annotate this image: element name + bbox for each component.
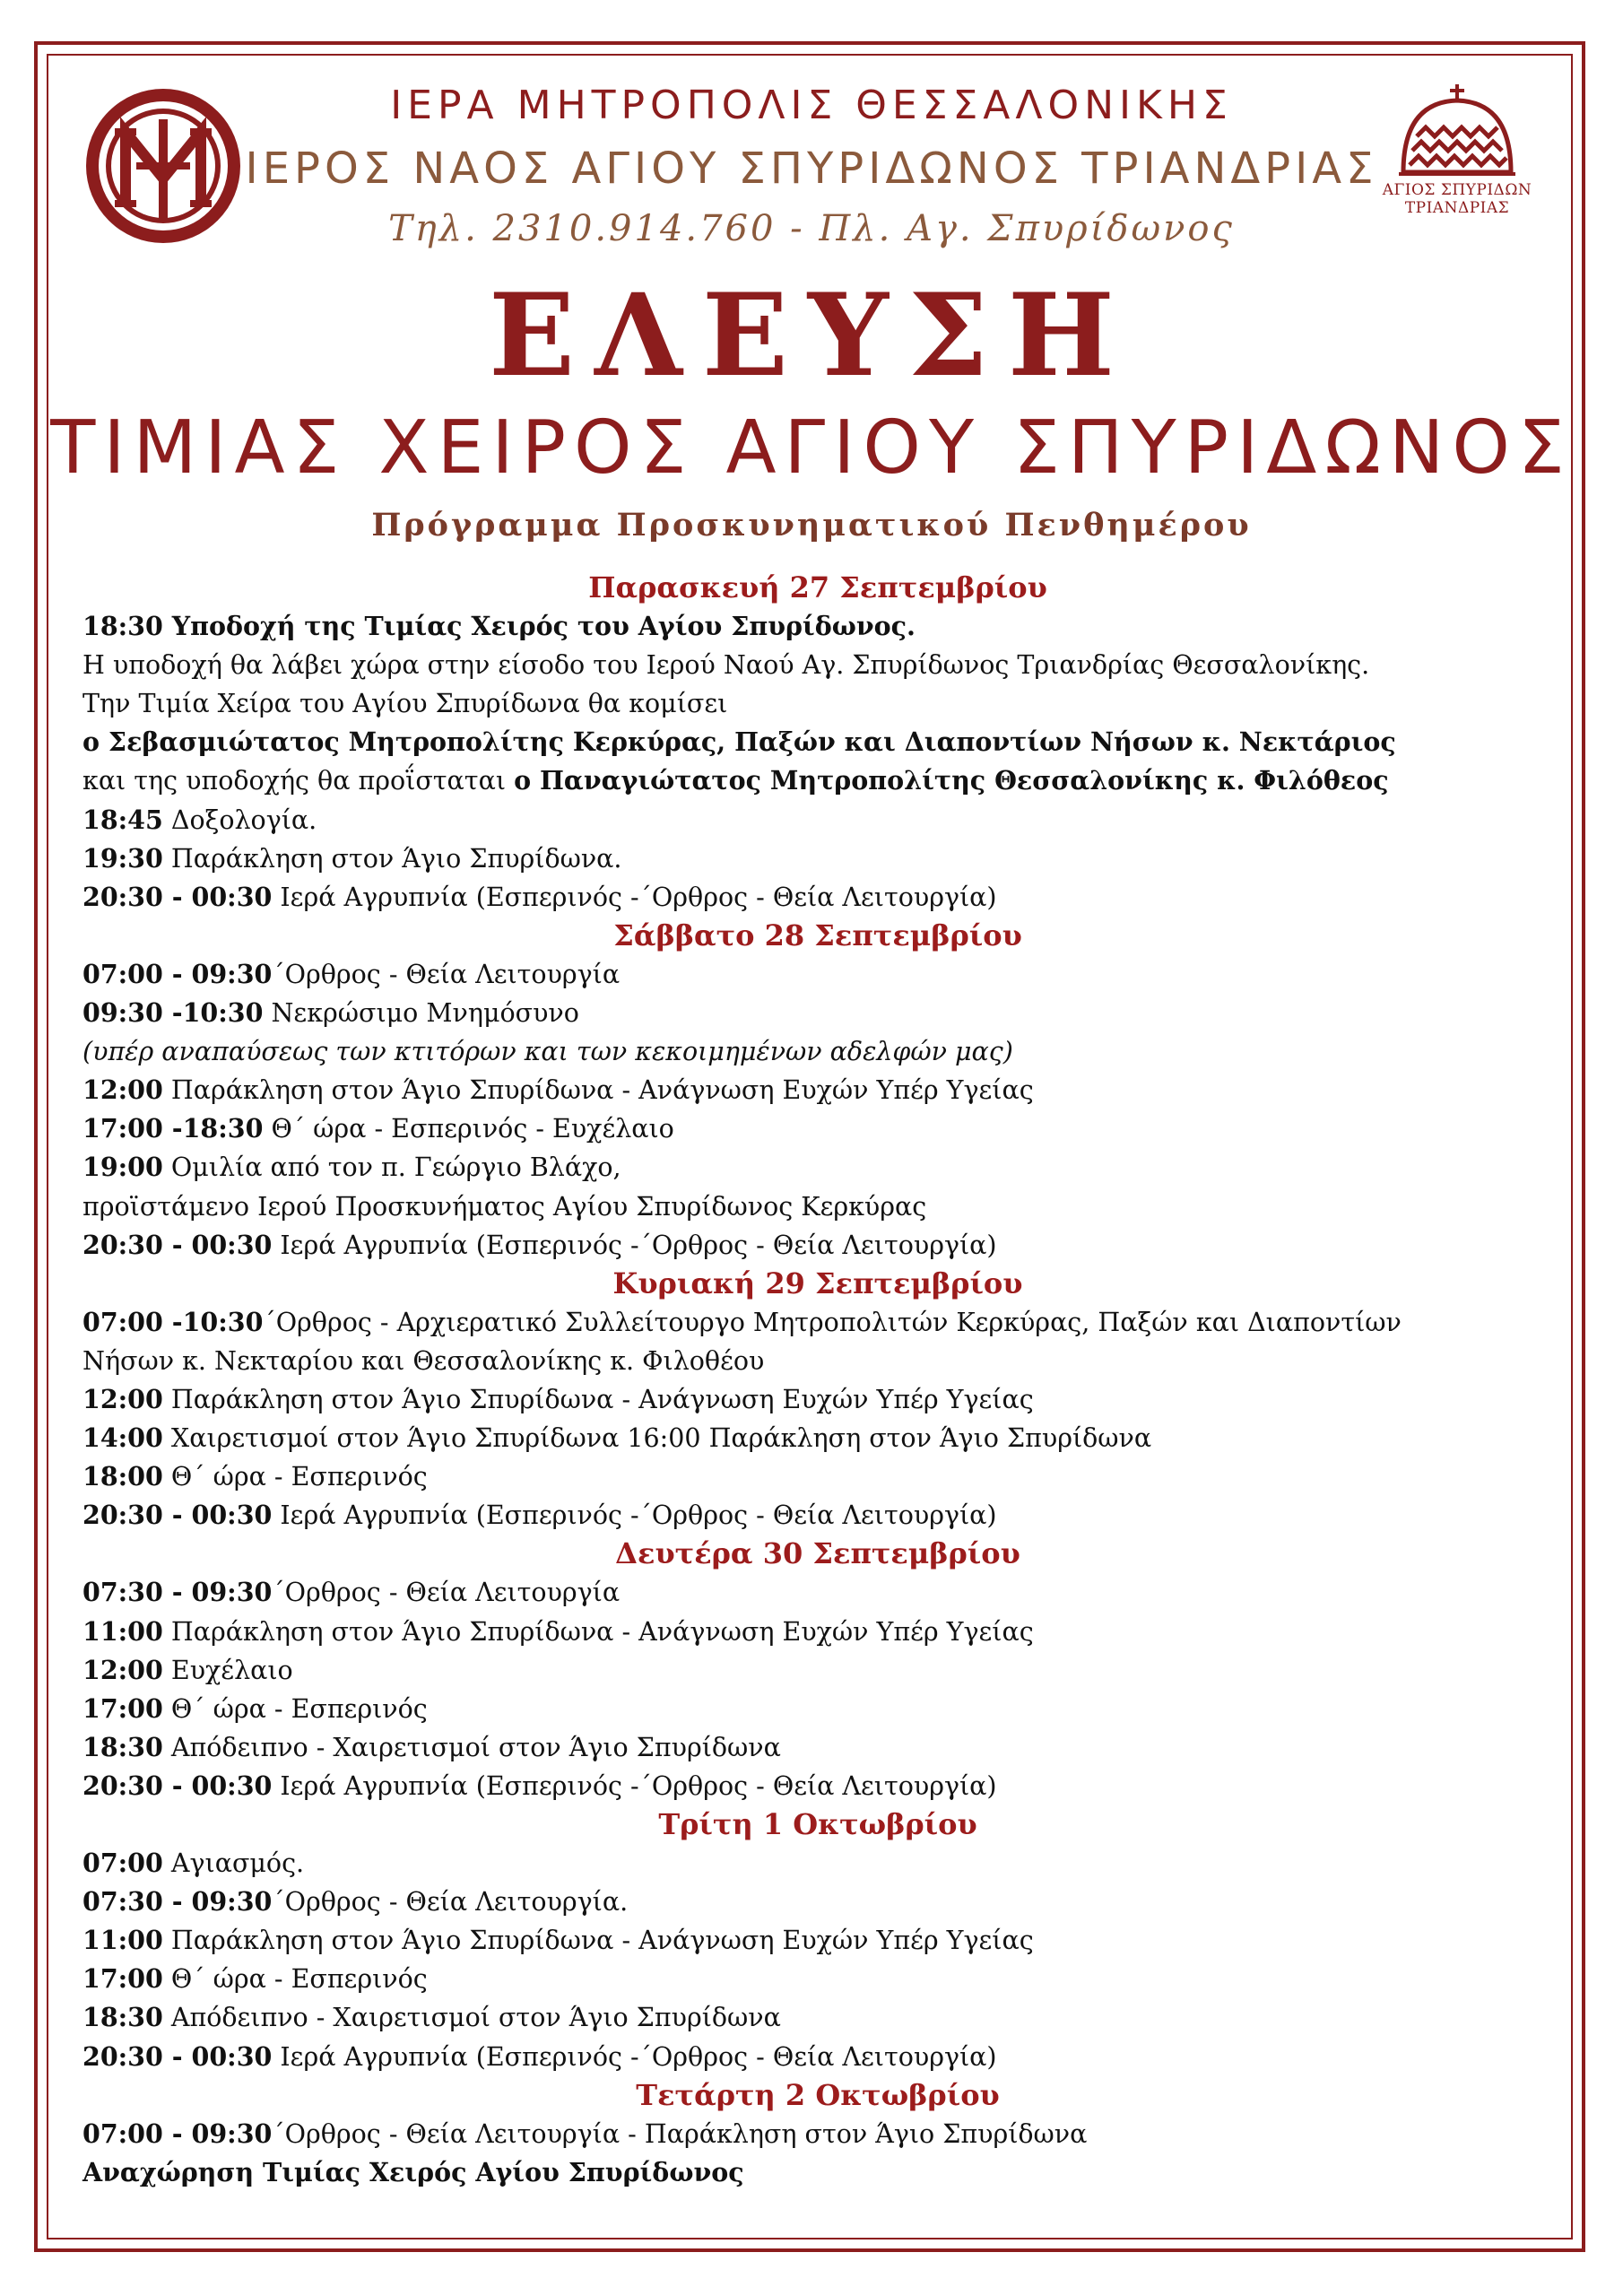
schedule-entry — [82, 1728, 1553, 1767]
contact-info: Τηλ. 2310.914.760 - Πλ. Αγ. Σπυρίδωνος — [388, 208, 1235, 249]
entry-time: 09:30 -10:30 — [82, 997, 264, 1029]
schedule-entry — [82, 1148, 1553, 1187]
entry-text: Απόδειπνο - Χαιρετισμοί στον Άγιο Σπυρίδωνα — [162, 2003, 781, 2033]
entry-text: Χαιρετισμοί στον Άγιο Σπυρίδωνα 16:00 Παράκληση στον Άγιο Σπυρίδωνα — [162, 1423, 1152, 1454]
entry-text: Παράκληση στον Άγιο Σπυρίδωνα - Ανάγνωση Ευχών Υπέρ Υγείας — [162, 1926, 1034, 1956]
schedule-note: προϊστάμενο Ιερού Προσκυνήματος Αγίου Σπυρίδωνος Κερκύρας — [82, 1191, 927, 1222]
entry-time: 11:00 — [82, 1615, 163, 1647]
entry-time: 07:30 - 09:30 — [82, 1886, 273, 1918]
entry-time: 07:00 - 09:30 — [82, 2118, 273, 2149]
entry-text: Παράκληση στον Άγιο Σπυρίδωνα - Ανάγνωση Ευχών Υπέρ Υγείας — [162, 1075, 1034, 1106]
entry-time: 18:30 — [82, 1731, 163, 1762]
schedule-entry — [82, 1496, 1553, 1535]
entry-time: 07:00 — [82, 1848, 163, 1879]
entry-time: 20:30 - 00:30 — [82, 1500, 273, 1531]
schedule-note — [82, 761, 1553, 800]
entry-text: Απόδειπνο - Χαιρετισμοί στον Άγιο Σπυρίδωνα — [162, 1732, 781, 1762]
entry-text: ΄Ορθρος - Θεία Λειτουργία — [272, 959, 621, 989]
entry-text: ΄Ορθρος - Θεία Λειτουργία. — [272, 1887, 629, 1918]
entry-time: 12:00 — [82, 1074, 163, 1106]
schedule-entry — [82, 1303, 1553, 1342]
page-subtitle: ΤΙΜΙΑΣ ΧΕΙΡΟΣ ΑΓΙΟΥ ΣΠΥΡΙΔΩΝΟΣ — [50, 405, 1573, 491]
entry-text: Παράκληση στον Άγιο Σπυρίδωνα - Ανάγνωση Ευχών Υπέρ Υγείας — [162, 1384, 1034, 1414]
entry-text: Θ΄ ώρα - Εσπερινός — [162, 1964, 428, 1995]
schedule-note: 18:30 Υποδοχή της Τιμίας Χειρός του Αγίου Σπυρίδωνος. — [82, 611, 916, 642]
entry-text: Ιερά Αγρυπνία (Εσπερινός -΄Ορθρος - Θεία Λειτουργία) — [272, 1500, 997, 1531]
entry-text: Ιερά Αγρυπνία (Εσπερινός -΄Ορθρος - Θεία Λειτουργία) — [272, 2041, 997, 2072]
schedule-entry — [82, 1651, 1553, 1690]
schedule-entry — [82, 1573, 1553, 1612]
schedule-entry — [82, 994, 1553, 1032]
entry-time: 17:00 -18:30 — [82, 1113, 264, 1144]
schedule-entry — [82, 1226, 1553, 1265]
schedule-entry — [82, 801, 1553, 839]
program-title: Πρόγραμμα Προσκυνηματικού Πενθημέρου — [371, 507, 1252, 544]
note-strong: ο Παναγιώτατος Μητροπολίτης Θεσσαλονίκης κ. Φιλόθεος — [514, 765, 1389, 796]
schedule-entry — [82, 2115, 1553, 2153]
entry-text: ΄Ορθρος - Θεία Λειτουργία - Παράκληση στον Άγιο Σπυρίδωνα — [272, 2118, 1088, 2149]
schedule-entry — [82, 1883, 1553, 1921]
entry-text: Παράκληση στον Άγιο Σπυρίδωνα - Ανάγνωση Ευχών Υπέρ Υγείας — [162, 1616, 1034, 1647]
entry-time: 12:00 — [82, 1383, 163, 1414]
entry-text: Θ΄ ώρα - Εσπερινός - Ευχέλαιο — [263, 1114, 674, 1144]
entry-text: ΄Ορθρος - Αρχιερατικό Συλλείτουργο Μητροπολιτών Κερκύρας, Παξών και Διαποντίων — [263, 1307, 1402, 1337]
schedule-note: ο Σεβασμιώτατος Μητροπολίτης Κερκύρας, Παξών και Διαποντίων Νήσων κ. Νεκτάριος — [82, 726, 1396, 758]
entry-text: Ιερά Αγρυπνία (Εσπερινός -΄Ορθρος - Θεία Λειτουργία) — [272, 882, 997, 912]
entry-time: 07:00 -10:30 — [82, 1306, 264, 1337]
right-logo-caption-1: ΑΓΙΟΣ ΣΠΥΡΙΔΩΝ — [1382, 181, 1532, 199]
entry-time: 07:00 - 09:30 — [82, 958, 273, 989]
schedule-note: Αναχώρηση Τιμίας Χειρός Αγίου Σπυρίδωνος — [82, 2156, 744, 2187]
entry-time: 20:30 - 00:30 — [82, 1770, 273, 1801]
entry-text: Ομιλία από τον π. Γεώργιο Βλάχο, — [162, 1152, 621, 1183]
schedule-entry — [82, 1921, 1553, 1960]
schedule-note: (υπέρ αναπαύσεως των κτιτόρων και των κεκοιμημένων αδελφών μας) — [82, 1037, 1013, 1067]
schedule-entry — [82, 878, 1553, 917]
day-heading: Τετάρτη 2 Οκτωβρίου — [636, 2077, 1000, 2112]
schedule-entry — [82, 1690, 1553, 1728]
entry-text: Θ΄ ώρα - Εσπερινός — [162, 1462, 428, 1492]
schedule-entry — [82, 1998, 1553, 2037]
entry-time: 20:30 - 00:30 — [82, 1229, 273, 1260]
schedule-note: Η υποδοχή θα λάβει χώρα στην είσοδο του Ιερού Ναού Αγ. Σπυρίδωνος Τριανδρίας Θεσσαλονίκης. — [82, 650, 1370, 681]
day-heading: Δευτέρα 30 Σεπτεμβρίου — [615, 1536, 1020, 1571]
schedule-entry — [82, 1071, 1553, 1109]
schedule-list — [82, 569, 1553, 2192]
schedule-entry — [82, 1419, 1553, 1457]
day-heading: Σάββατο 28 Σεπτεμβρίου — [613, 918, 1022, 952]
entry-text: Δοξολογία. — [162, 804, 317, 835]
entry-text: Νεκρώσιμο Μνημόσυνο — [263, 998, 579, 1029]
schedule-entry — [82, 955, 1553, 994]
entry-time: 17:00 — [82, 1692, 163, 1724]
schedule-entry — [82, 1380, 1553, 1419]
entry-time: 18:00 — [82, 1461, 163, 1492]
page-title: ΕΛΕΥΣΗ — [489, 269, 1134, 402]
entry-text: Θ΄ ώρα - Εσπερινός — [162, 1693, 428, 1724]
entry-time: 19:00 — [82, 1152, 163, 1183]
schedule-entry — [82, 2038, 1553, 2076]
metropolis-name: ΙΕΡΑ ΜΗΤΡΟΠΟΛΙΣ ΘΕΣΣΑΛΟΝΙΚΗΣ — [390, 83, 1233, 128]
schedule-entry — [82, 1767, 1553, 1805]
entry-time: 14:00 — [82, 1422, 163, 1454]
entry-time: 18:30 — [82, 2002, 163, 2033]
entry-time: 07:30 - 09:30 — [82, 1577, 273, 1608]
entry-time: 12:00 — [82, 1654, 163, 1685]
note-text: και της υποδοχής θα προΐσταται — [82, 766, 515, 796]
schedule-entry — [82, 1613, 1553, 1651]
entry-text: Παράκληση στον Άγιο Σπυρίδωνα. — [162, 843, 622, 874]
entry-time: 17:00 — [82, 1963, 163, 1995]
schedule-entry — [82, 1457, 1553, 1496]
entry-text: Αγιασμός. — [162, 1848, 305, 1879]
church-name: ΙΕΡΟΣ ΝΑΟΣ ΑΓΙΟΥ ΣΠΥΡΙΔΩΝΟΣ ΤΡΙΑΝΔΡΙΑΣ — [245, 144, 1378, 194]
schedule-entry — [82, 1109, 1553, 1148]
entry-time: 20:30 - 00:30 — [82, 2040, 273, 2072]
schedule-note: Την Τιμία Χείρα του Αγίου Σπυρίδωνα θα κομίσει — [82, 689, 728, 719]
schedule-entry — [82, 839, 1553, 878]
day-heading: Τρίτη 1 Οκτωβρίου — [658, 1807, 977, 1841]
schedule-note: Νήσων κ. Νεκταρίου και Θεσσαλονίκης κ. Φιλοθέου — [82, 1345, 765, 1376]
entry-time: 19:30 — [82, 842, 163, 874]
schedule-entry — [82, 1960, 1553, 1998]
entry-time: 20:30 - 00:30 — [82, 881, 273, 912]
entry-text: Ευχέλαιο — [162, 1655, 293, 1685]
entry-time: 18:45 — [82, 804, 163, 835]
entry-text: Ιερά Αγρυπνία (Εσπερινός -΄Ορθρος - Θεία Λειτουργία) — [272, 1770, 997, 1801]
right-logo-caption-2: ΤΡΙΑΝΔΡΙΑΣ — [1404, 199, 1510, 217]
entry-text: Ιερά Αγρυπνία (Εσπερινός -΄Ορθρος - Θεία Λειτουργία) — [272, 1230, 997, 1260]
day-heading: Παρασκευή 27 Σεπτεμβρίου — [588, 570, 1047, 604]
entry-time: 11:00 — [82, 1925, 163, 1956]
schedule-entry — [82, 1844, 1553, 1883]
day-heading: Κυριακή 29 Σεπτεμβρίου — [612, 1265, 1023, 1300]
entry-text: ΄Ορθρος - Θεία Λειτουργία — [272, 1578, 621, 1608]
